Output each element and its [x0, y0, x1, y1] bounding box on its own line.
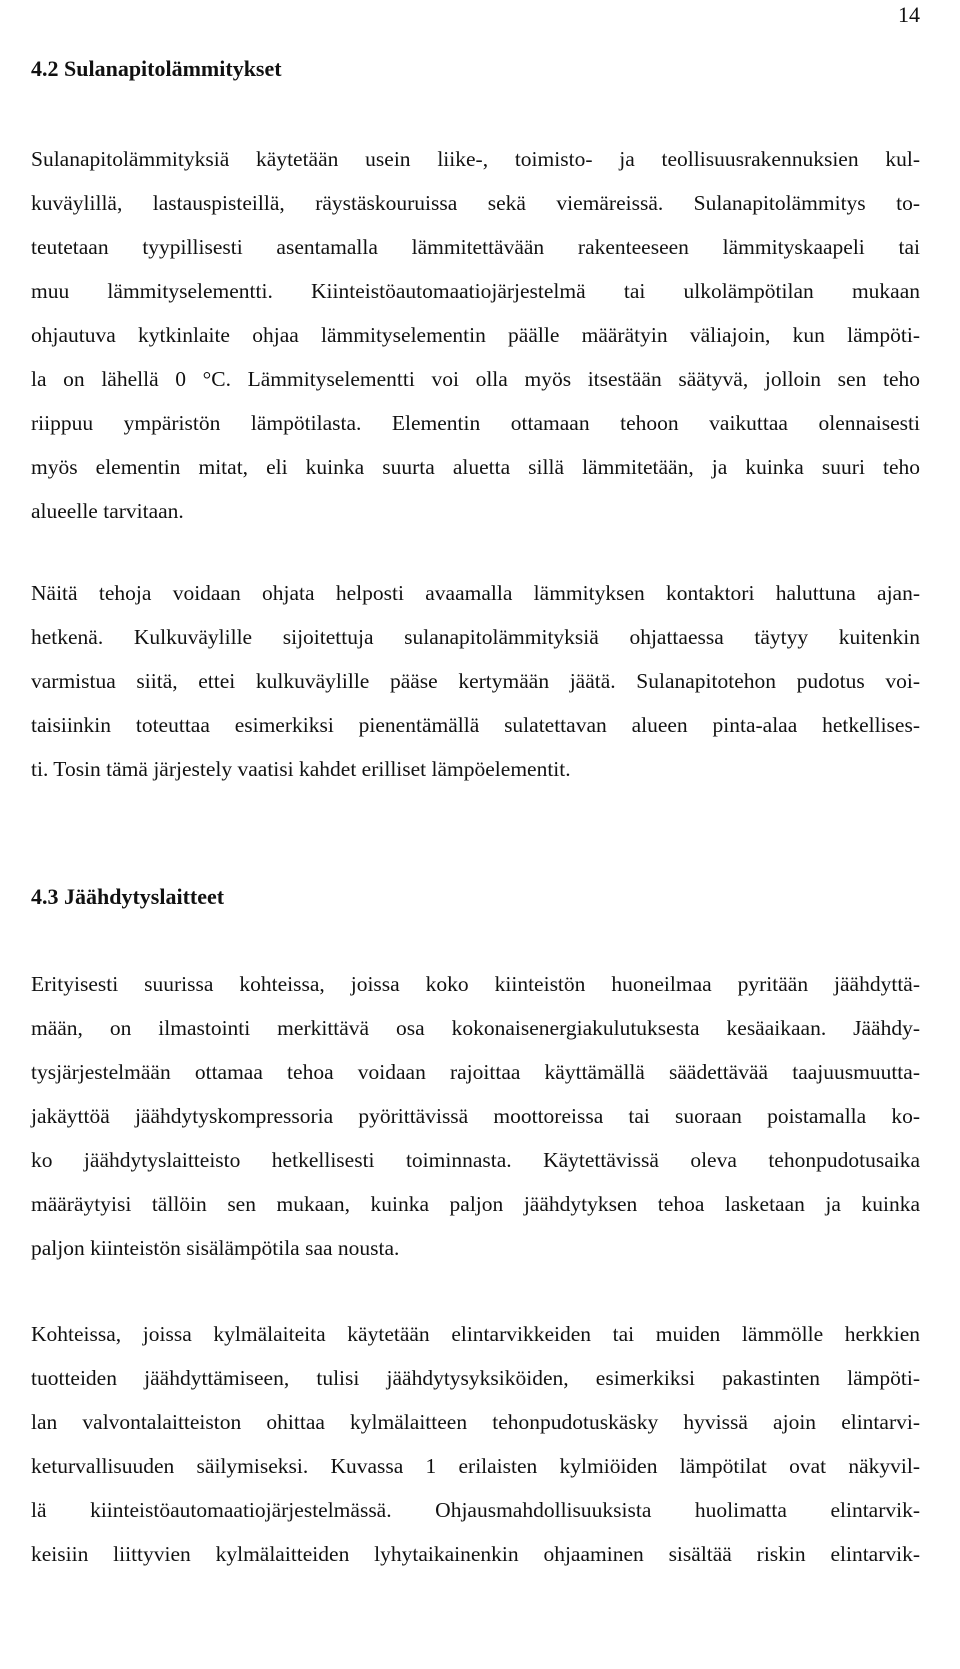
section-title: Jäähdytyslaitteet: [64, 884, 225, 909]
text-line: ohjautuva kytkinlaite ohjaa lämmityselementin päälle määrätyin väliajoin, kun lämpöti-: [31, 323, 920, 347]
text-line: ko jäähdytyslaitteisto hetkellisesti toiminnasta. Käytettävissä oleva tehonpudotusaika: [31, 1148, 920, 1172]
section-heading-4-2: [31, 56, 282, 82]
text-line: lan valvontalaitteiston ohittaa kylmälaitteen tehonpudotuskäsky hyvissä ajoin elintarvi-: [31, 1410, 920, 1434]
text-line: Erityisesti suurissa kohteissa, joissa koko kiinteistön huoneilmaa pyritään jäähdyttä-: [31, 972, 920, 996]
section-number: 4.2: [31, 56, 59, 81]
text-line: varmistua siitä, ettei kulkuväylille pääse kertymään jäätä. Sulanapitotehon pudotus voi-: [31, 669, 920, 693]
text-line: la on lähellä 0 °C. Lämmityselementti voi olla myös itsestään säätyvä, jolloin sen teho: [31, 367, 920, 391]
page-number: 14: [898, 2, 920, 27]
text-line: keturvallisuuden säilymiseksi. Kuvassa 1 erilaisten kylmiöiden lämpötilat ovat näkyvil-: [31, 1454, 920, 1478]
text-line: Näitä tehoja voidaan ohjata helposti avaamalla lämmityksen kontaktori haluttuna ajan-: [31, 581, 920, 605]
text-line: taisiinkin toteuttaa esimerkiksi pienentämällä sulatettavan alueen pinta-alaa hetkellises-: [31, 713, 920, 737]
text-line: paljon kiinteistön sisälämpötila saa nousta.: [31, 1236, 400, 1260]
text-line: tysjärjestelmään ottamaa tehoa voidaan rajoittaa käyttämällä säädettävää taajuusmuutta-: [31, 1060, 920, 1084]
section-number: 4.3: [31, 884, 59, 909]
text-line: mään, on ilmastointi merkittävä osa kokonaisenergiakulutuksesta kesäaikaan. Jäähdy-: [31, 1016, 920, 1040]
text-line: Sulanapitolämmityksiä käytetään usein liike-, toimisto- ja teollisuusrakennuksien kul-: [31, 147, 920, 171]
text-line: teutetaan tyypillisesti asentamalla lämmitettävään rakenteeseen lämmityskaapeli tai: [31, 235, 920, 259]
text-line: alueelle tarvitaan.: [31, 499, 184, 523]
text-line: ti. Tosin tämä järjestely vaatisi kahdet erilliset lämpöelementit.: [31, 757, 571, 781]
text-line: jakäyttöä jäähdytyskompressoria pyörittävissä moottoreissa tai suoraan poistamalla ko-: [31, 1104, 920, 1128]
text-line: tuotteiden jäähdyttämiseen, tulisi jäähdytysyksiköiden, esimerkiksi pakastinten lämpöti-: [31, 1366, 920, 1390]
text-line: kuväylillä, lastauspisteillä, räystäskouruissa sekä viemäreissä. Sulanapitolämmitys to-: [31, 191, 920, 215]
text-line: muu lämmityselementti. Kiinteistöautomaatiojärjestelmä tai ulkolämpötilan mukaan: [31, 279, 920, 303]
text-line: lä kiinteistöautomaatiojärjestelmässä. Ohjausmahdollisuuksista huolimatta elintarvik-: [31, 1498, 920, 1522]
text-line: Kohteissa, joissa kylmälaiteita käytetään elintarvikkeiden tai muiden lämmölle herkkien: [31, 1322, 920, 1346]
text-line: määräytyisi tällöin sen mukaan, kuinka paljon jäähdytyksen tehoa lasketaan ja kuinka: [31, 1192, 920, 1216]
text-line: keisiin liittyvien kylmälaitteiden lyhytaikainenkin ohjaaminen sisältää riskin elintarvik-: [31, 1542, 920, 1566]
section-title: Sulanapitolämmitykset: [64, 56, 282, 81]
text-line: myös elementin mitat, eli kuinka suurta aluetta sillä lämmitetään, ja kuinka suuri teho: [31, 455, 920, 479]
text-line: riippuu ympäristön lämpötilasta. Elementin ottamaan tehoon vaikuttaa olennaisesti: [31, 411, 920, 435]
section-heading-4-3: [31, 884, 224, 910]
text-line: hetkenä. Kulkuväylille sijoitettuja sulanapitolämmityksiä ohjattaessa täytyy kuitenkin: [31, 625, 920, 649]
